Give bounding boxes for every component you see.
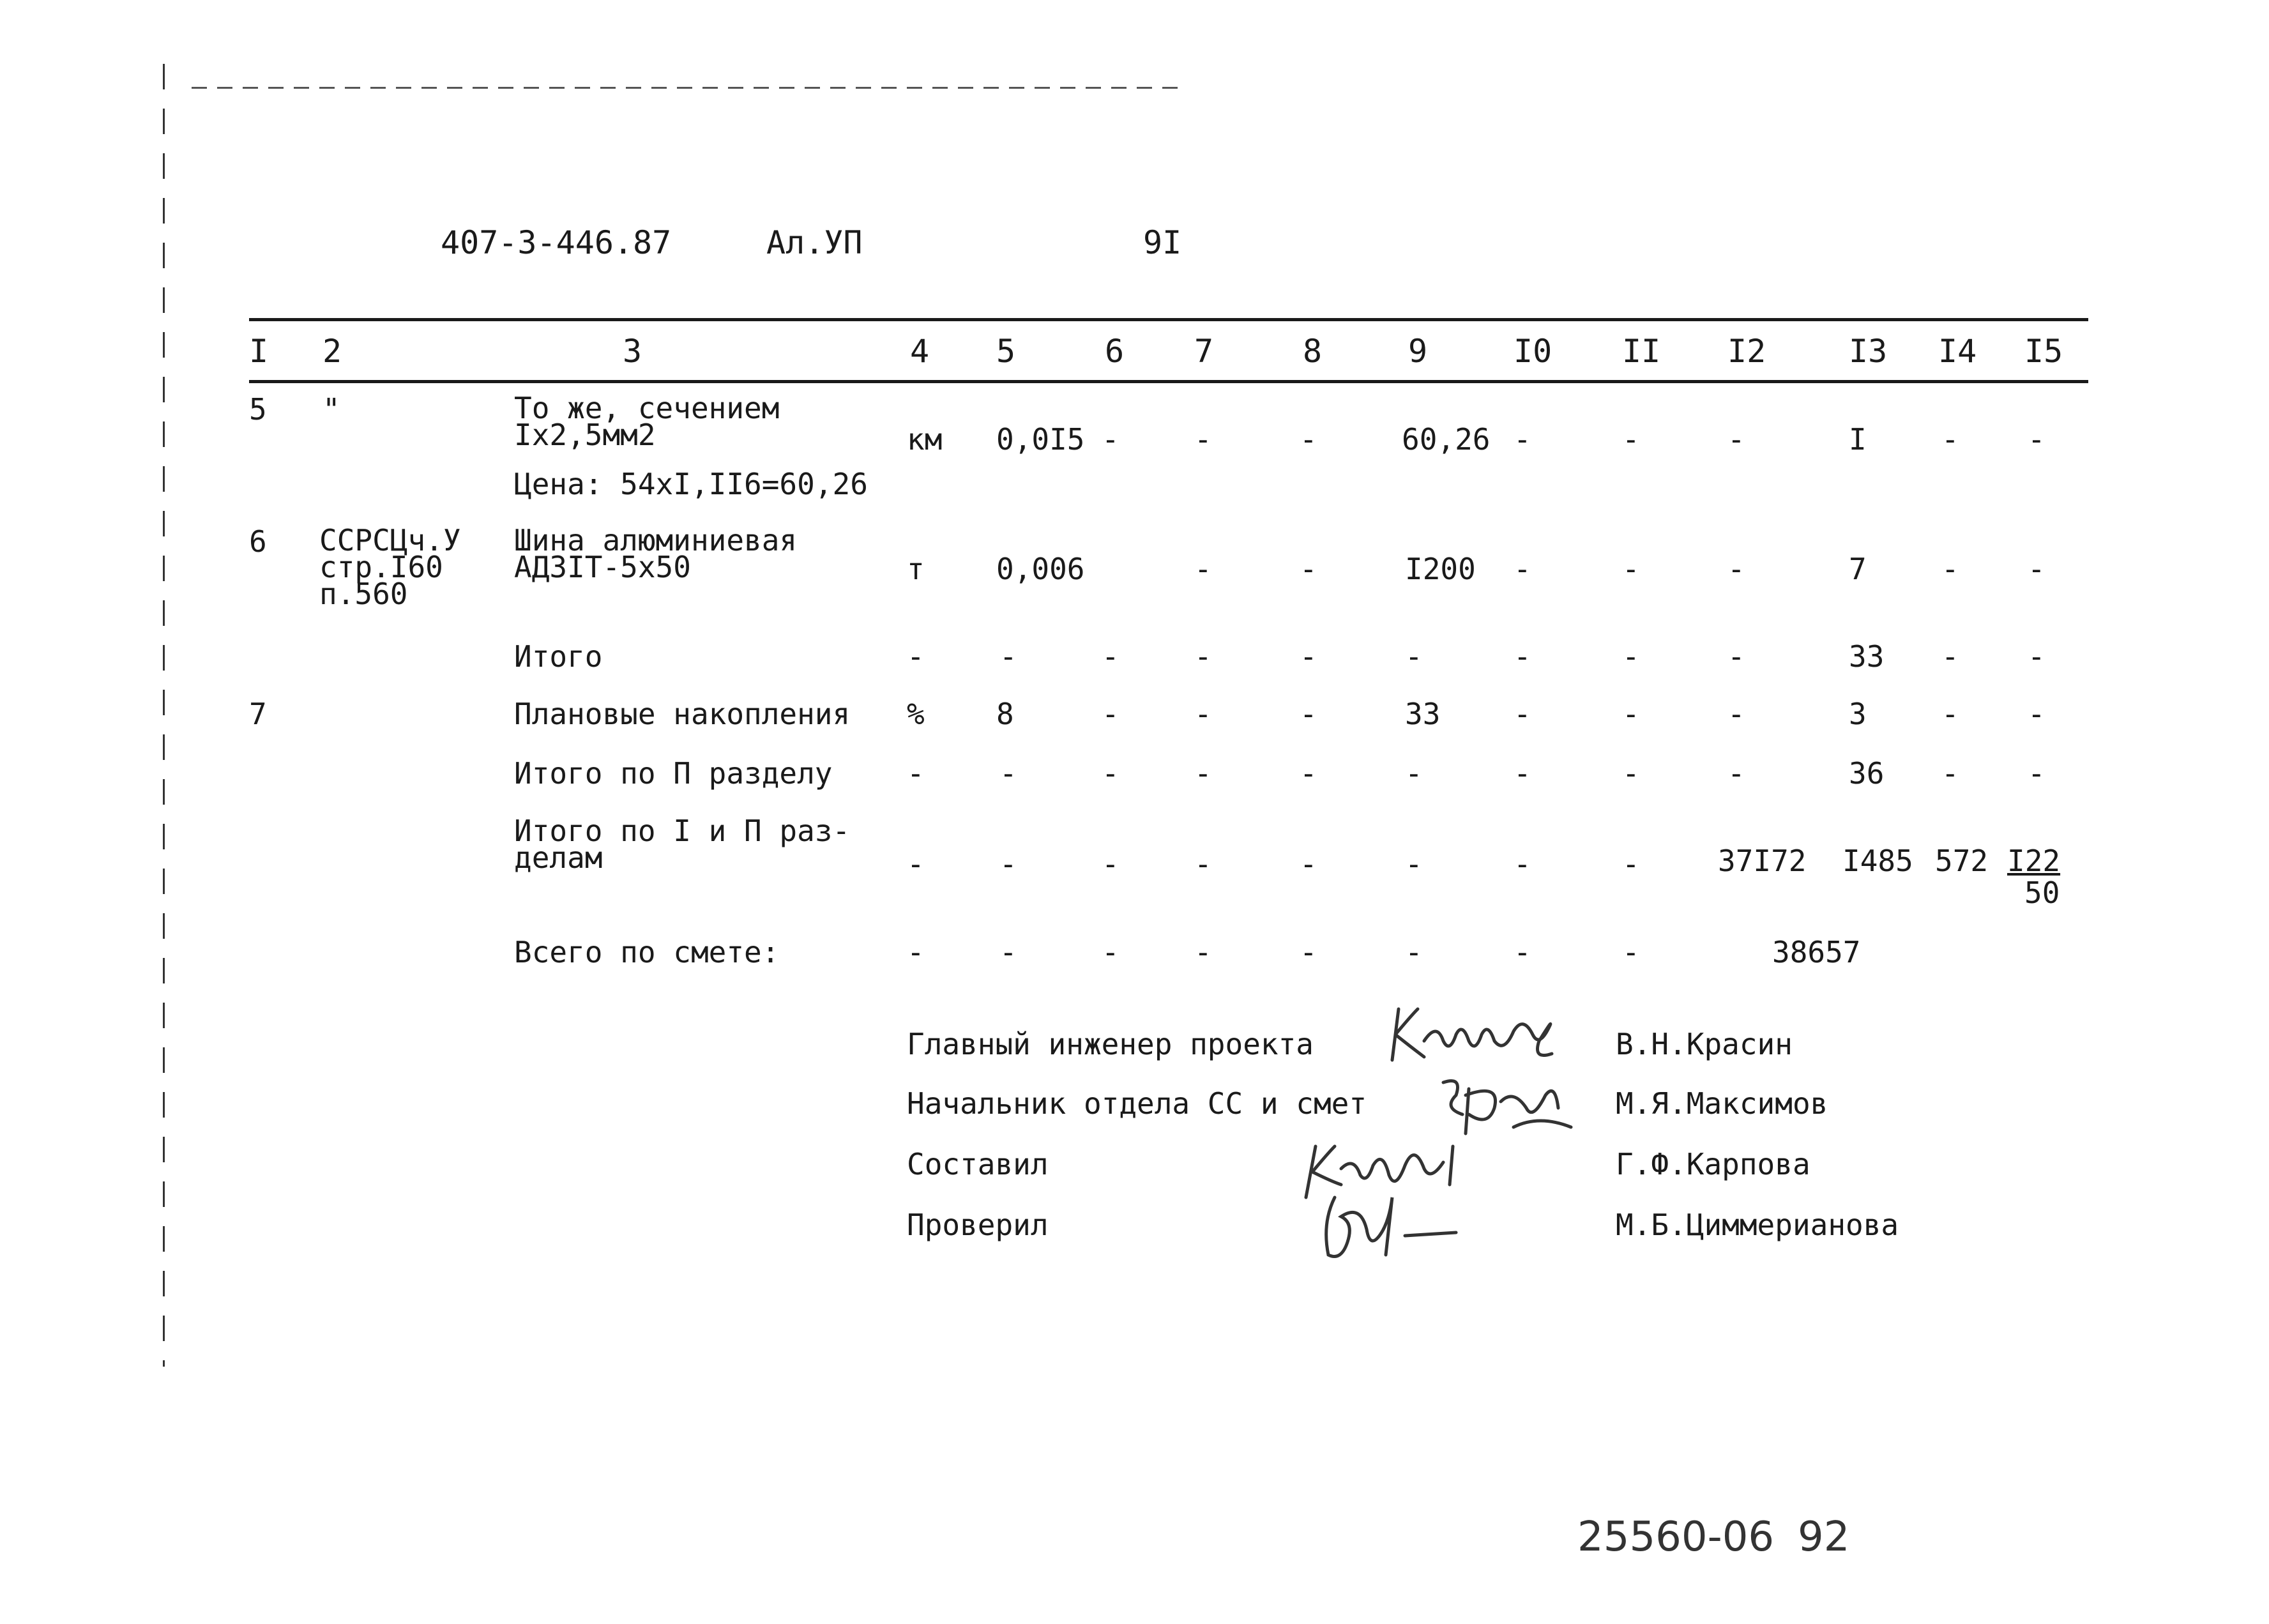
cell-col13: 7 [1849,552,1867,586]
cell-col11: - [1622,847,1640,881]
signature-name: М.Я.Максимов [1616,1086,1828,1121]
cell-col15: - [2028,422,2045,457]
cell-col13: I485 [1842,844,1913,878]
archive-sheet-number: 92 [1798,1514,1850,1561]
col-header: 2 [323,333,342,370]
cell-col13: I [1849,422,1867,457]
cell-col8: - [1300,935,1317,969]
cell-col11: - [1622,697,1640,731]
row-number: 7 [249,697,267,731]
cell-col11: - [1622,552,1640,586]
cell-col10: - [1514,639,1531,674]
cell-col7: - [1194,756,1212,791]
cell-col10: - [1514,847,1531,881]
cell-col13: 33 [1849,639,1885,674]
col-header: 6 [1105,333,1125,370]
cell-col15: - [2028,552,2045,586]
doc-code: 407-3-446.87 [441,224,672,261]
cell-col9: - [1405,847,1423,881]
cell-col10: - [1514,422,1531,457]
top-dash-line [192,87,1181,89]
cell-col10: - [1514,552,1531,586]
col-header: I [249,333,269,370]
col-header: 7 [1194,333,1214,370]
cell-col9: I200 [1405,552,1476,586]
cell-col8: - [1300,639,1317,674]
cell-col15-rubles: I22 [2007,844,2061,878]
col-header: 3 [623,333,642,370]
col-header: I0 [1514,333,1552,370]
cell-col8: - [1300,697,1317,731]
cell-col8: - [1300,847,1317,881]
cell-col15-kopecks: 50 [2024,876,2060,910]
row-number: 6 [249,524,267,559]
row-reference: " [323,392,340,427]
signature-krasin [1386,996,1571,1073]
cell-col6: - [1102,697,1119,731]
cell-col15: - [2028,756,2045,791]
col-header: I3 [1849,333,1888,370]
cell-col15: - [2028,639,2045,674]
cell-col9: 60,26 [1402,422,1491,457]
cell-col13: 36 [1849,756,1885,791]
cell-quantity: - [999,756,1017,791]
row-description: Плановые накопления [514,697,851,731]
cell-col14: - [1941,639,1959,674]
cell-col9: 33 [1405,697,1441,731]
signature-tsimmerianova [1309,1185,1475,1268]
col-header: 8 [1303,333,1323,370]
cell-quantity: - [999,847,1017,881]
cell-col7: - [1194,847,1212,881]
cell-unit: - [907,935,925,969]
cell-unit: т [907,552,925,586]
cell-col14: - [1941,422,1959,457]
cell-quantity: 0,0I5 [996,422,1085,457]
cell-unit: % [907,697,925,731]
cell-quantity: - [999,935,1017,969]
cell-col8: - [1300,422,1317,457]
cell-col14: - [1941,756,1959,791]
cell-col6: - [1102,639,1119,674]
cell-col10: - [1514,756,1531,791]
cell-unit: - [907,847,925,881]
cell-col7: - [1194,552,1212,586]
cell-col8: - [1300,756,1317,791]
cell-col11: - [1622,639,1640,674]
cell-col13: 3 [1849,697,1867,731]
signature-role: Главный инженер проекта [907,1027,1314,1061]
cell-col6: - [1102,422,1119,457]
cell-col7: - [1194,697,1212,731]
row-price-note: Цена: 54хI,II6=60,26 [514,467,868,501]
cell-col12: - [1727,697,1745,731]
cell-col12: - [1727,422,1745,457]
sheet-label: Ал.УП [766,224,863,261]
cell-col9: - [1405,756,1423,791]
cell-col6: - [1102,847,1119,881]
signature-name: Г.Ф.Карпова [1616,1147,1810,1181]
cell-col15: - [2028,697,2045,731]
cell-col11: - [1622,756,1640,791]
cell-quantity: 8 [996,697,1014,731]
cell-col11: - [1622,422,1640,457]
signature-role: Проверил [907,1208,1049,1242]
cell-col7: - [1194,422,1212,457]
signature-role: Составил [907,1147,1049,1181]
cell-col7: - [1194,935,1212,969]
cell-col12: - [1727,756,1745,791]
cell-col7: - [1194,639,1212,674]
cell-col6: - [1102,756,1119,791]
cell-col11: - [1622,935,1640,969]
col-header: I2 [1727,333,1766,370]
row-reference: ССРСЦч.У стр.I60 п.560 [319,523,461,611]
estimate-total: 38657 [1772,935,1861,969]
row-number: 5 [249,392,267,427]
table-top-rule [249,318,2088,321]
signature-name: М.Б.Циммерианова [1616,1208,1899,1242]
signature-role: Начальник отдела СС и смет [907,1086,1367,1121]
signature-name: В.Н.Красин [1616,1027,1793,1061]
cell-quantity: 0,006 [996,552,1085,586]
col-header: 4 [910,333,930,370]
row-description: Итого [514,639,603,674]
col-header: I4 [1938,333,1977,370]
cell-col6: - [1102,935,1119,969]
margin-dash-line [163,64,165,1367]
cell-col12: - [1727,639,1745,674]
row-description: Всего по смете: [514,935,780,969]
row-description: Итого по П разделу [514,756,833,791]
col-header: II [1622,333,1661,370]
cell-col8: - [1300,552,1317,586]
cell-unit: км [907,422,943,457]
cell-col9: - [1405,639,1423,674]
cell-unit: - [907,639,925,674]
cell-col12: 37I72 [1718,844,1807,878]
row-description: Шина алюминиевая АДЗIТ-5х50 [514,523,798,584]
row-description: То же, сечением Iх2,5мм2 [514,391,780,452]
page-number: 9I [1143,224,1182,261]
cell-col14: 572 [1935,844,1989,878]
row-description: Итого по I и П раз- делам [514,814,851,875]
archive-number: 25560-06 [1577,1514,1775,1561]
cell-col14: - [1941,552,1959,586]
col-header: I5 [2024,333,2063,370]
col-header: 9 [1408,333,1428,370]
cell-col10: - [1514,697,1531,731]
cell-col14: - [1941,697,1959,731]
cell-col9: - [1405,935,1423,969]
col-header: 5 [996,333,1016,370]
cell-quantity: - [999,639,1017,674]
cell-col10: - [1514,935,1531,969]
table-header-rule [249,380,2088,383]
cell-unit: - [907,756,925,791]
cell-col12: - [1727,552,1745,586]
